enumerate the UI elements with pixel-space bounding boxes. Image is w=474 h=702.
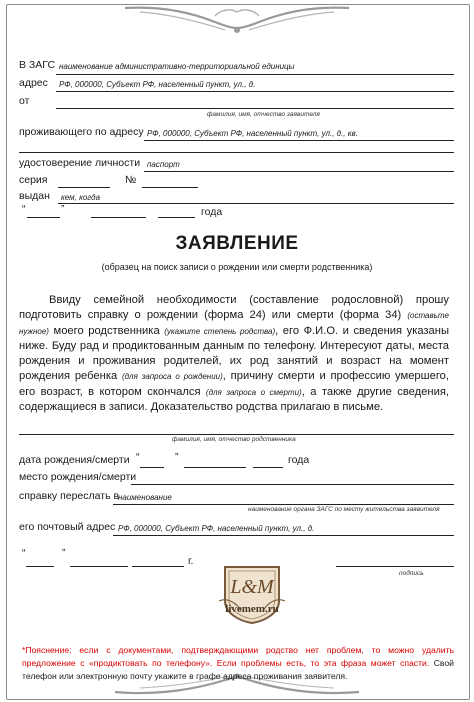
send-caption: наименование органа ЗАГС по месту жительства заявителя (248, 506, 440, 513)
send-value[interactable]: наименование (118, 493, 172, 502)
series-line[interactable] (58, 187, 110, 188)
stamp-monogram: L&M (230, 576, 274, 598)
issued-year-label: года (201, 206, 223, 218)
body-note-death: (для запроса о смерти) (205, 387, 302, 397)
sign-quote-close: ” (62, 547, 66, 559)
mail-label: его почтовый адрес (19, 521, 116, 533)
mail-line (113, 535, 454, 536)
date-year-label: года (288, 454, 310, 466)
date-quote-open: “ (136, 451, 140, 463)
address-line (56, 91, 454, 92)
id-line (144, 171, 454, 172)
date-year-line[interactable] (253, 467, 283, 468)
sign-month-line[interactable] (70, 566, 128, 567)
number-label: № (125, 174, 137, 186)
mail-value[interactable]: РФ, 000000, Субъект РФ, населенный пункт, ул., д. (118, 524, 315, 533)
body-note-keep: (оставьте нужное) (19, 311, 449, 336)
footnote-black: Свой телефон или электронную почту укажите в графе адреса проживания заявителя. (22, 657, 454, 681)
address-value[interactable]: РФ, 000000, Субъект РФ, населенный пункт, ул., д. (59, 80, 256, 89)
to-line (56, 74, 454, 75)
body-note-birth: (для запроса о рождении) (121, 372, 223, 382)
sign-year-label: г. (188, 555, 194, 567)
issued-month-line[interactable] (91, 217, 146, 218)
residence-value[interactable]: РФ, 000000, Субъект РФ, населенный пункт, ул., д., кв. (147, 129, 358, 138)
sign-day-line[interactable] (26, 566, 54, 567)
date-label: дата рождения/смерти (19, 454, 130, 466)
relative-caption: фамилия, имя, отчество родственника (172, 436, 296, 443)
request-paragraph (19, 293, 449, 415)
body-part-3: , его Ф.И.О. и сведения указаны ниже. Буду рад и продиктованным данным по телефону. Интересуют даты, места рождения и проживания родителей, их род занятий и возраст на момент рождения ребенка (19, 324, 450, 383)
signature-caption: подпись (399, 570, 424, 577)
date-quote-close: ” (175, 451, 179, 463)
body-part-1: Ввиду семейной необходимости (составление родословной) прошу подготовить справку о рождении (форма 24) или смерти (форма 34) (19, 294, 449, 322)
place-line[interactable] (131, 484, 454, 485)
issued-value[interactable]: кем, когда (61, 193, 101, 202)
footnote (22, 644, 454, 682)
series-label: серия (19, 174, 48, 186)
residence-line (144, 140, 454, 141)
issued-quote-close: ” (61, 203, 65, 215)
to-value[interactable]: наименование административно-территориальной единицы (59, 62, 295, 71)
livemem-stamp (217, 561, 287, 625)
residence-label: проживающего по адресу (19, 126, 144, 138)
from-caption: фамилия, имя, отчество заявителя (207, 111, 320, 118)
issued-quote-open: “ (22, 203, 26, 215)
top-ornament (120, 2, 354, 36)
relative-name-line[interactable] (19, 434, 454, 435)
document-title: ЗАЯВЛЕНИЕ (175, 233, 299, 254)
send-line (113, 504, 454, 505)
place-label: место рождения/смерти (19, 471, 137, 483)
signature-line[interactable] (336, 566, 454, 567)
number-line[interactable] (142, 187, 198, 188)
issued-label: выдан (19, 190, 50, 202)
to-label: В ЗАГС (19, 59, 56, 71)
footnote-red: *Пояснение: если с документами, подтверждающими родство нет проблем, то можно удалить предложение с «продиктовать по телефону». Если проблемы есть, то эта фраза может спасти. (22, 645, 454, 668)
sign-year-line[interactable] (132, 566, 184, 567)
address-label: адрес (19, 77, 48, 89)
body-part-5: , а также другие сведения, содержащиеся в записи. Доказательство родства прилагаю в письме. (19, 385, 449, 414)
date-day-line[interactable] (140, 467, 164, 468)
body-part-2: моего родственника (48, 324, 165, 337)
from-line[interactable] (56, 108, 454, 109)
body-note-relation: (укажите степень родства) (164, 326, 276, 336)
stamp-text: livemem.ru (225, 603, 279, 615)
id-label: удостоверение личности (19, 157, 141, 169)
residence-line-2[interactable] (19, 152, 454, 153)
from-label: от (19, 95, 30, 107)
send-label: справку переслать в (19, 490, 120, 502)
issued-line (58, 203, 454, 204)
date-month-line[interactable] (184, 467, 246, 468)
issued-day-line[interactable] (27, 217, 60, 218)
body-part-4: , причину смерти и профессию умершего, его возраст, в котором скончался (19, 370, 449, 398)
sign-quote-open: “ (22, 547, 26, 559)
id-value[interactable]: паспорт (147, 160, 180, 169)
stamp-emblem (217, 561, 287, 625)
issued-year-line[interactable] (158, 217, 195, 218)
document-subtitle: (образец на поиск записи о рождении или смерти родственника) (101, 262, 373, 272)
